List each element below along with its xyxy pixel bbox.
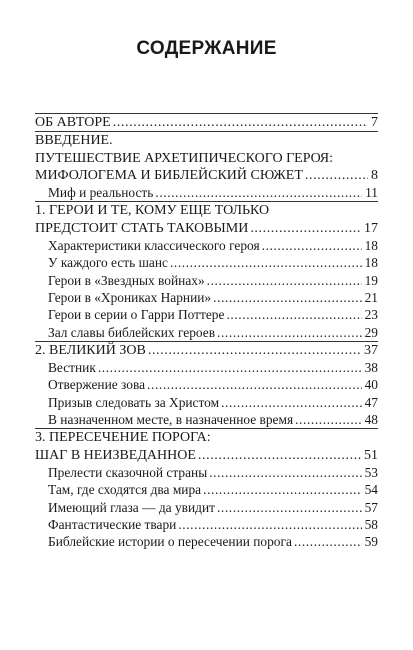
toc-subsection-line[interactable]: [35, 359, 378, 376]
toc-subsection-line[interactable]: [35, 411, 378, 428]
dot-leader: [217, 499, 362, 516]
dot-leader: [217, 324, 362, 341]
toc-entry-title: ПУТЕШЕСТВИЕ АРХЕТИПИЧЕСКОГО ГЕРОЯ:: [35, 150, 334, 166]
dot-leader: [213, 289, 361, 306]
toc-entry-title: Библейские истории о пересечении порога: [48, 534, 292, 550]
toc-page-number: 48: [362, 411, 378, 428]
dot-leader: [155, 184, 362, 201]
toc-page-number: 51: [361, 447, 378, 464]
toc-section-line[interactable]: [35, 167, 378, 184]
toc-page-number: 57: [362, 499, 378, 516]
dot-leader: [262, 237, 362, 254]
dot-leader: [295, 411, 362, 428]
toc-entry-title: Фантастические твари: [48, 516, 177, 532]
dot-leader: [148, 342, 361, 359]
toc-page-number: 17: [361, 220, 378, 237]
dot-leader: [226, 306, 361, 323]
toc-page-number: 18: [362, 237, 378, 254]
toc-entry-title: Характеристики классического героя: [48, 238, 260, 254]
toc-entry-title: 2. ВЕЛИКИЙ ЗОВ: [35, 342, 146, 358]
toc-entry-title: У каждого есть шанс: [48, 255, 168, 271]
toc-subsection-line[interactable]: [35, 516, 378, 533]
dot-leader: [221, 394, 362, 411]
toc-section-line[interactable]: [35, 201, 378, 219]
toc-subsection-line[interactable]: [35, 237, 378, 254]
toc-entry-title: ВВЕДЕНИЕ.: [35, 133, 113, 149]
toc-subsection-line[interactable]: [35, 499, 378, 516]
toc-entry-title: Призыв следовать за Христом: [48, 394, 220, 410]
toc-entry-title: 3. ПЕРЕСЕЧЕНИЕ ПОРОГА:: [35, 430, 211, 446]
toc-section-line[interactable]: [35, 341, 378, 359]
dot-leader: [209, 464, 361, 481]
toc-entry-title: Герои в серии о Гарри Поттере: [48, 307, 225, 323]
dot-leader: [198, 447, 361, 464]
toc-page-number: 21: [362, 289, 378, 306]
toc-entry-title: Миф и реальность: [48, 185, 154, 201]
toc-section-line[interactable]: [35, 150, 378, 167]
toc-entry-title: Отвержение зова: [48, 377, 146, 393]
toc-page-number: 23: [362, 306, 378, 323]
toc-page-number: 47: [362, 394, 378, 411]
dot-leader: [294, 533, 362, 550]
toc-section-line[interactable]: [35, 220, 378, 237]
toc-subsection-line[interactable]: [35, 533, 378, 550]
page-title: СОДЕРЖАНИЕ: [136, 38, 277, 59]
toc-section-line[interactable]: [35, 131, 378, 149]
toc-entry-title: Герои в «Хрониках Нарнии»: [48, 289, 212, 305]
dot-leader: [203, 481, 361, 498]
toc-entry-title: Вестник: [48, 360, 96, 376]
dot-leader: [170, 254, 362, 271]
toc-entry-title: Имеющий глаза — да увидит: [48, 499, 215, 515]
toc-page-number: 29: [362, 324, 378, 341]
dot-leader: [147, 376, 362, 393]
toc-entry-title: В назначенном месте, в назначенное время: [48, 412, 294, 428]
toc-entry-title: 1. ГЕРОИ И ТЕ, КОМУ ЕЩЕ ТОЛЬКО: [35, 203, 270, 219]
toc-entry-title: Зал славы библейских героев: [48, 324, 216, 340]
toc-entry-title: Прелести сказочной страны: [48, 464, 208, 480]
toc-section-line[interactable]: [35, 428, 378, 446]
dot-leader: [207, 272, 362, 289]
toc-page-number: 40: [362, 376, 378, 393]
table-of-contents: [35, 113, 378, 550]
dot-leader: [98, 359, 362, 376]
toc-page-number: 59: [362, 533, 378, 550]
toc-subsection-line[interactable]: [35, 254, 378, 271]
toc-entry-title: МИФОЛОГЕМА И БИБЛЕЙСКИЙ СЮЖЕТ: [35, 167, 303, 183]
toc-page-number: 18: [362, 254, 378, 271]
toc-subsection-line[interactable]: [35, 272, 378, 289]
dot-leader: [113, 114, 368, 131]
toc-page-number: 38: [362, 359, 378, 376]
dot-leader: [178, 516, 361, 533]
toc-entry-title: Герои в «Звездных войнах»: [48, 272, 205, 288]
toc-page-number: 11: [362, 184, 378, 201]
toc-page-number: 54: [362, 481, 378, 498]
toc-entry-title: ПРЕДСТОИТ СТАТЬ ТАКОВЫМИ: [35, 220, 249, 236]
dot-leader: [305, 167, 368, 184]
toc-section-line[interactable]: [35, 447, 378, 464]
toc-entry-title: Там, где сходятся два мира: [48, 482, 202, 498]
toc-subsection-line[interactable]: [35, 464, 378, 481]
toc-subsection-line[interactable]: [35, 376, 378, 393]
toc-section-line[interactable]: [35, 113, 378, 131]
toc-subsection-line[interactable]: [35, 289, 378, 306]
toc-page-number: 53: [362, 464, 378, 481]
toc-subsection-line[interactable]: [35, 481, 378, 498]
toc-page-number: 7: [368, 114, 378, 131]
dot-leader: [250, 220, 361, 237]
toc-subsection-line[interactable]: [35, 394, 378, 411]
toc-page-number: 37: [361, 342, 378, 359]
toc-page-number: 19: [362, 272, 378, 289]
toc-subsection-line[interactable]: [35, 184, 378, 201]
toc-entry-title: ОБ АВТОРЕ: [35, 115, 111, 130]
toc-page-number: 8: [368, 167, 378, 184]
toc-subsection-line[interactable]: [35, 324, 378, 341]
toc-subsection-line[interactable]: [35, 306, 378, 323]
toc-entry-title: ШАГ В НЕИЗВЕДАННОЕ: [35, 447, 196, 463]
toc-page-number: 58: [362, 516, 378, 533]
